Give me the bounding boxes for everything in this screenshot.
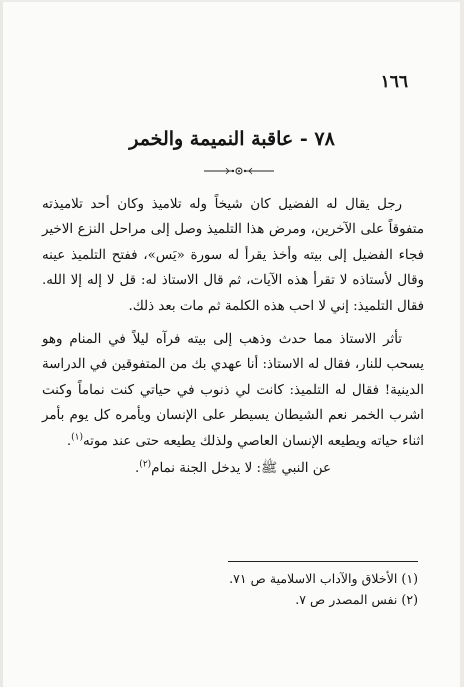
hadith-text: عن النبي ﷺ: لا يدخل الجنة نمام	[151, 461, 331, 477]
footnote-2: (٢) نفس المصدر ص ٧.	[295, 592, 418, 607]
page-edge-right	[460, 0, 464, 687]
story-body	[42, 192, 424, 481]
footnote-divider	[228, 561, 418, 562]
hadith-line: عن النبي ﷺ: لا يدخل الجنة نمام$^{(٢)}$.	[135, 459, 331, 477]
footnotes	[36, 568, 418, 610]
title-ornament-icon	[202, 166, 276, 176]
page-edge-top	[0, 0, 464, 2]
footnote-1: (١) الأخلاق والآداب الاسلامية ص ٧١.	[229, 571, 418, 586]
footnote-ref-2: (٢)	[139, 459, 152, 470]
paragraph-2-text: تأثر الاستاذ مما حدث وذهب إلى بيته فرآه ليلاً في المنام وهو يسحب للنار، فقال له الاستاذ: أنا عهدي بك من المتفوقين في الدراسة الدينية! فقال له التلميذ: كانت لي ذنوب في حياتي كنت نماماً وكنت اشرب الخمر نعم الشيطان يسيطر على الإنسان ويأمره كل يوم بأمر اثناء حياته ويطيعه الإنسان العاصي ولذلك يطيعه حتى عند موته	[42, 332, 424, 449]
page-number: ١٦٦	[380, 72, 408, 92]
paragraph-1: رجل يقال له الفضيل كان شيخاً وله تلاميذ وكان أحد تلاميذته متفوقاً على الآخرين، ومرض هذا التلميذ وصل إلى مراحل النزع الاخير فجاء الفضيل إلى بيته وأخذ يقرأ له سورة «يَس»، ففتح التلميذ عينه وقال لأستاذه لا تقرأ هذه الآيات، ثم قال الاستاذ له: قل لا إله إلا الله. فقال التلميذ: إني لا احب هذه الكلمة ثم مات بعد ذلك.	[42, 197, 424, 314]
footnote-ref-1: (١)	[71, 432, 83, 443]
page-edge-left	[0, 0, 3, 687]
paragraph-2: تأثر الاستاذ مما حدث وذهب إلى بيته فرآه ليلاً في المنام وهو يسحب للنار، فقال له الاستاذ: أنا عهدي بك من المتفوقين في الدراسة الدينية! فقال له التلميذ: كانت لي ذنوب في حياتي كنت نماماً وكنت اشرب الخمر نعم الشيطان يسيطر على الإنسان ويأمره كل يوم بأمر اثناء حياته ويطيعه الإنسان العاصي ولذلك يطيعه حتى عند موته$^{(١)}$.	[42, 332, 424, 449]
chapter-title: ٧٨ - عاقبة النميمة والخمر	[129, 128, 335, 150]
